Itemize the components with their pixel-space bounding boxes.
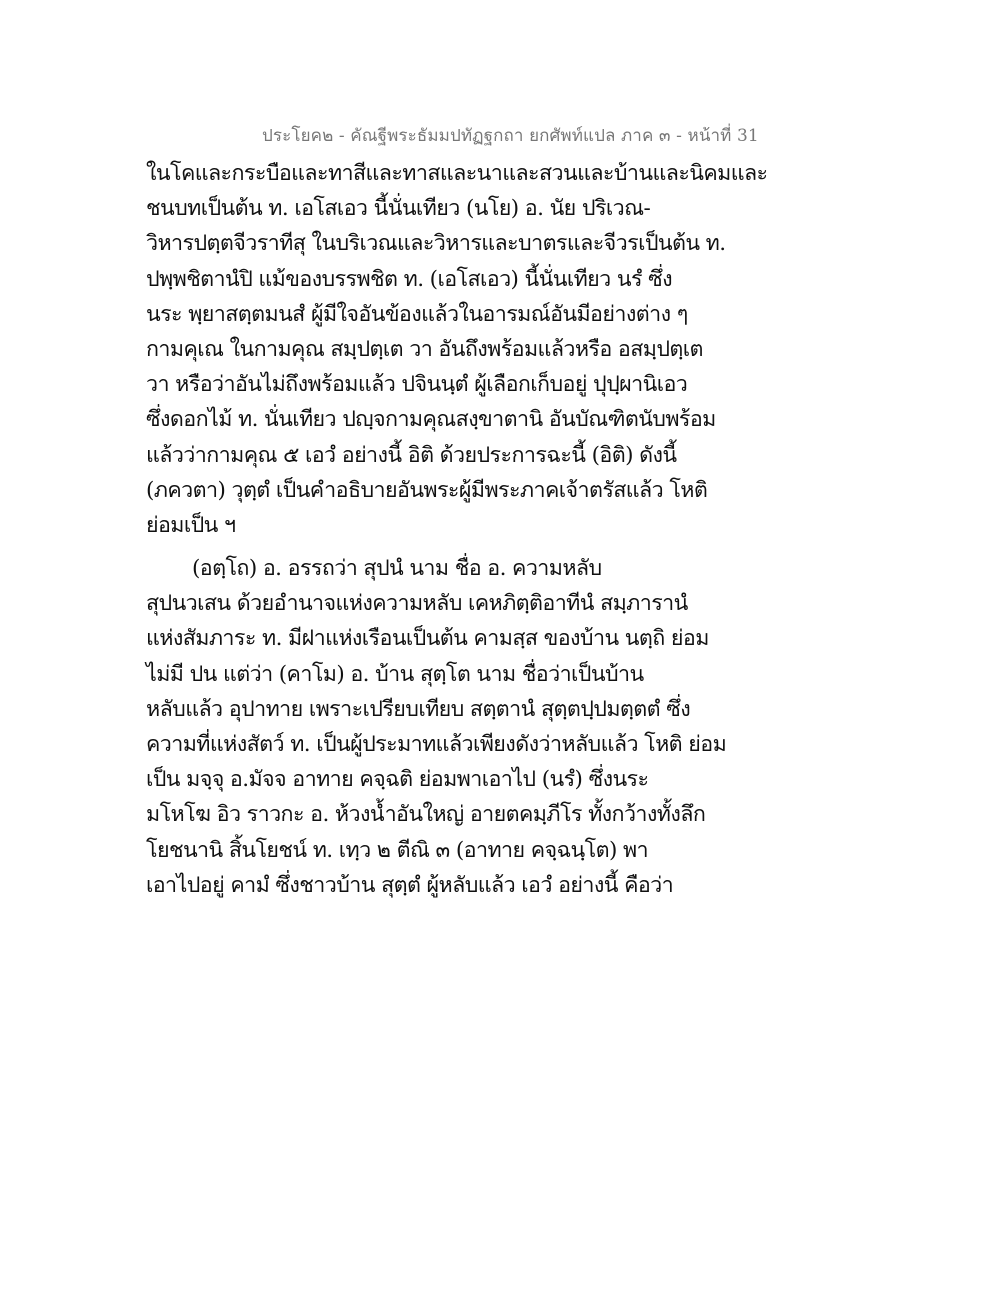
text-line: หลับแล้ว อุปาทาย เพราะเปรียบเทียบ สตฺตานํ สุตฺตปฺปมตฺตตํ ซึ่ง [146, 696, 691, 722]
paragraph-2 [146, 551, 746, 903]
text-line: ความที่แห่งสัตว์ ท. เป็นผู้ประมาทแล้วเพียงดังว่าหลับแล้ว โหติ ย่อม [146, 732, 727, 757]
paragraph-1 [146, 156, 768, 543]
text-line: ปพฺพชิตานํปิ แม้ของบรรพชิต ท. (เอโสเอว) นี้นั่นเทียว นรํ ซึ่ง [146, 266, 673, 292]
page-header: ประโยค๒ - คัณฐีพระธัมมปทัฏฐกถา ยกศัพท์แปล ภาค ๓ - หน้าที่ 31 [262, 126, 759, 146]
text-line: ซึ่งดอกไม้ ท. นั่นเทียว ปญฺจกามคุณสงฺขาตานิ อันบัณฑิตนับพร้อม [146, 407, 716, 433]
text-line: วิหารปตฺตจีวราทีสุ ในบริเวณและวิหารและบาตรและจีวรเป็นต้น ท. [146, 231, 726, 257]
text-line: วา หรือว่าอันไม่ถึงพร้อมแล้ว ปจินนฺตํ ผู้เลือกเก็บอยู่ ปุปฺผานิเอว [146, 372, 688, 398]
text-line: (ภควตา) วุตฺตํ เป็นคำอธิบายอันพระผู้มีพระภาคเจ้าตรัสแล้ว โหติ [146, 477, 708, 503]
text-line: ไม่มี ปน แต่ว่า (คาโม) อ. บ้าน สุตฺโต นาม ชื่อว่าเป็นบ้าน [146, 661, 644, 687]
text-line: เอาไปอยู่ คามํ ซึ่งชาวบ้าน สุตฺตํ ผู้หลับแล้ว เอวํ อย่างนี้ คือว่า [146, 872, 674, 898]
text-line: สุปนวเสน ด้วยอำนาจแห่งความหลับ เคหภิตฺติอาทีนํ สมฺภารานํ [146, 591, 688, 617]
text-line: โยชนานิ สิ้นโยชน์ ท. เทฺว ๒ ตีณิ ๓ (อาทาย คจฺฉนฺโต) พา [146, 837, 649, 863]
text-line: (อตฺโถ) อ. อรรถว่า สุปนํ นาม ชื่อ อ. ความหลับ [192, 556, 602, 582]
text-line: ชนบทเป็นต้น ท. เอโสเอว นี้นั่นเทียว (นโย) อ. นัย ปริเวณ- [146, 196, 651, 222]
text-line: มโหโฆ อิว ราวกะ อ. ห้วงน้ำอันใหญ่ อายตคมฺภีโร ทั้งกว้างทั้งลึก [146, 802, 706, 828]
text-line: ย่อมเป็น ฯ [146, 512, 236, 538]
text-line: นระ พฺยาสตฺตมนสํ ผู้มีใจอันข้องแล้วในอารมณ์อันมีอย่างต่าง ๆ [146, 301, 688, 327]
paragraph-gap [146, 543, 746, 551]
document-body [146, 156, 768, 903]
text-line: แห่งสัมภาระ ท. มีฝาแห่งเรือนเป็นต้น คามสฺส ของบ้าน นตฺถิ ย่อม [146, 626, 709, 652]
text-line: กามคุเณ ในกามคุณ สมฺปตฺเต วา อันถึงพร้อมแล้วหรือ อสมฺปตฺเต [146, 336, 703, 362]
text-line: แล้วว่ากามคุณ ๕ เอวํ อย่างนี้ อิติ ด้วยประการฉะนี้ (อิติ) ดังนี้ [146, 442, 677, 468]
text-line: เป็น มจฺจุ อ.มัจจ อาทาย คจฺฉติ ย่อมพาเอาไป (นรํ) ซึ่งนระ [146, 767, 649, 793]
text-line: ในโคและกระบือและทาสีและทาสและนาและสวนและบ้านและนิคมและ [146, 161, 768, 186]
